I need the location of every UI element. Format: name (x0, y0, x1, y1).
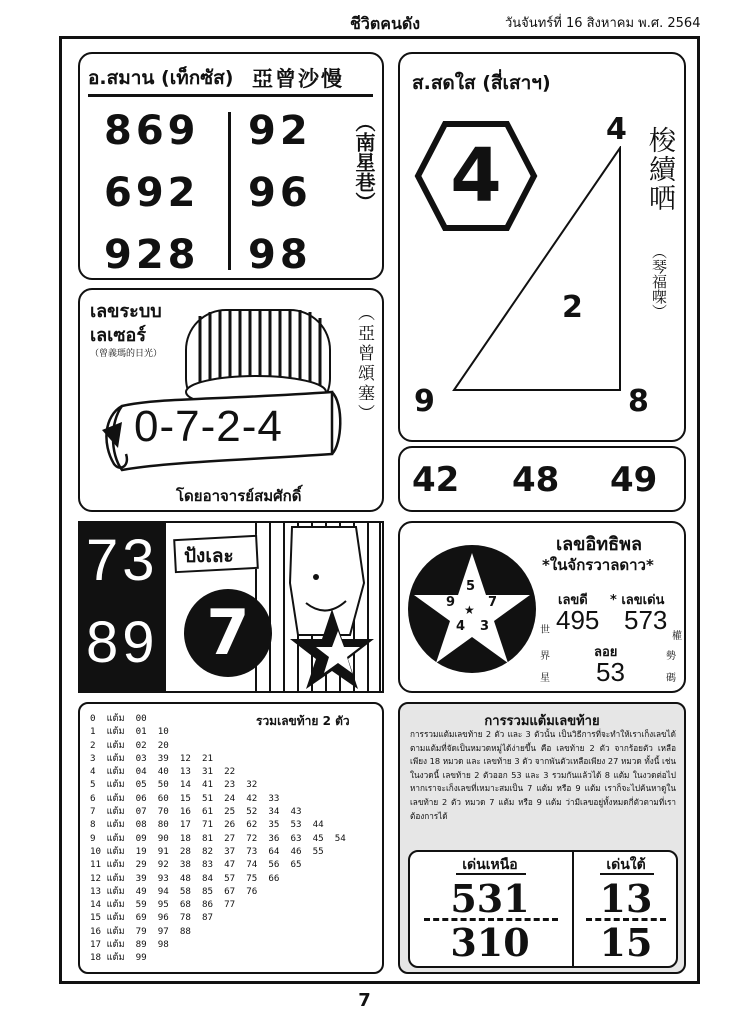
north-bottom-number: 310 (450, 920, 530, 965)
header-logo: ชีวิตคนดัง (350, 14, 421, 33)
number-divider (228, 112, 231, 270)
table-row: 16 แต้ม 79 97 88 (90, 925, 191, 937)
panel-sodsai-vertical: 梭續哂 (644, 126, 675, 213)
panel-sum-table (78, 702, 384, 974)
panel-influence (398, 521, 686, 693)
panel-sum-explain-title: การรวมแต้มเลขท้าย (484, 714, 600, 729)
table-row: 10 แต้ม 19 91 28 82 37 73 64 46 55 (90, 845, 324, 857)
panel-laser-title-1: เลขระบบ (90, 301, 162, 322)
left-number-2: 692 (104, 170, 200, 216)
number-3: 49 (610, 460, 658, 500)
circle-number: 7 (206, 596, 250, 669)
panel-laser-subtitle: （曾義瑪的日光） (90, 349, 163, 359)
value-floating: 53 (596, 657, 625, 687)
table-row: 13 แต้ม 49 94 58 85 67 76 (90, 885, 258, 897)
center-star-icon: ★ (464, 603, 475, 617)
panel-three-numbers (398, 446, 686, 512)
scroll-illustration (96, 304, 342, 484)
panel-laser-title-2: เลเซอร์ (90, 325, 147, 346)
cjk-right-mid: 勢 (666, 651, 676, 662)
sum-table (90, 712, 346, 965)
table-row: 14 แต้ม 59 95 68 86 77 (90, 899, 236, 911)
explain-paragraph: การรวมแต้มเลขท้าย 2 ตัว และ 3 ตัวนั้น เป็นวิธีการที่จะทำให้เราเก็งเลขได้ตามแต้มที่จัดเป็นหมวดหมู่ได้ง่ายขึ้น คือ เลขท้าย 2 ตัว จากร้อยตัว เหลือเพียง 18 หมวด และ เลขท้าย 3 ตัว จากพันตัวเหลือเพียง 27 หมวด ทั้งนี้ เช่น ในงวดนี้ เลขท้าย 2 ตัวออก 53 และ 3 รวมกันแล้วได้ 8 แต้ม ในงวดต่อไป หากเราจะเก็งเลขที่เหมาะสมเป็น 7 แต้ม หรือ 9 แต้ม เราก็จะไปค้นหาดูในเลขท้าย 2 ตัว หมวด 7 แต้ม หรือ 9 แต้ม ว่ามีเลขอยู่ทั้งหมดกี่ตัวตามที่เราต้องการได้ (410, 729, 676, 821)
panel-saman-chinese: 亞曾沙慢 (252, 66, 344, 91)
value-good: 495 (556, 605, 600, 635)
table-row: 4 แต้ม 04 40 13 31 22 (90, 766, 236, 778)
south-bottom-number: 15 (599, 920, 653, 965)
cjk-left-mid: 界 (540, 651, 550, 662)
table-row: 17 แต้ม 89 98 (90, 939, 169, 951)
table-row: 15 แต้ม 69 96 78 87 (90, 912, 214, 924)
triangle-shape (450, 146, 630, 396)
black-number-bottom: 89 (86, 610, 159, 675)
table-row: 6 แต้ม 06 60 15 51 24 42 33 (90, 792, 280, 804)
value-prominent: 573 (624, 605, 668, 635)
table-row: 9 แต้ม 09 90 18 81 27 72 36 63 45 54 (90, 832, 346, 844)
triangle-center-number: 2 (562, 290, 583, 325)
star-number-right: 7 (488, 595, 498, 610)
title-underline (88, 94, 373, 97)
triangle-right-number: 8 (628, 384, 649, 419)
south-label: เด่นใต้ (606, 857, 646, 873)
triangle-top-number: 4 (606, 112, 627, 147)
panel-laser-vertical: （亞曾頌塞） (354, 304, 374, 424)
table-row: 5 แต้ม 05 50 14 41 23 32 (90, 779, 258, 791)
north-label: เด่นเหนือ (462, 857, 518, 873)
panel-sum-explain (398, 702, 686, 974)
triangle-left-number: 9 (414, 384, 435, 419)
panel-saman-vertical: （南星巷） (352, 112, 376, 212)
panel-saman-title: อ.สมาน (เท็กซัส) (88, 67, 234, 89)
table-row: 2 แต้ม 02 20 (90, 739, 169, 751)
table-row: 8 แต้ม 08 80 17 71 26 62 35 53 44 (90, 819, 324, 831)
south-label-underline (600, 873, 654, 875)
star-number-bottom-right: 3 (480, 619, 490, 634)
label-good: เลขดี (558, 593, 588, 608)
panel-cartoon (78, 521, 384, 693)
panel-influence-title-2: *ในจักรวาลดาว* (542, 556, 654, 574)
star-number-top: 5 (466, 579, 476, 594)
banner-text: ปังเละ (184, 545, 234, 567)
left-number-3: 928 (104, 232, 200, 278)
panel-influence-title-1: เลขอิทธิพล (556, 534, 643, 555)
table-row: 18 แต้ม 99 (90, 952, 147, 964)
panel-sodsai-vertical-sub: （琴福㗎） (650, 244, 668, 319)
right-number-1: 92 (248, 108, 312, 154)
panel-sodsai (398, 52, 686, 442)
right-number-2: 96 (248, 170, 312, 216)
south-top-number: 13 (599, 876, 653, 921)
left-number-1: 869 (104, 108, 200, 154)
table-row: 0 แต้ม 00 (90, 713, 147, 724)
header-date: วันจันทร์ที่ 16 สิงหาคม พ.ศ. 2564 (505, 16, 701, 31)
label-floating: ลอย (594, 645, 618, 660)
north-top-number: 531 (450, 876, 530, 921)
panel-saman (78, 52, 384, 280)
panel-sodsai-title: ส.สดใส (สี่เสาฯ) (412, 72, 551, 94)
table-row: 7 แต้ม 07 70 16 61 25 52 34 43 (90, 806, 302, 818)
number-2: 48 (512, 460, 560, 500)
star-number-bottom-left: 4 (456, 619, 466, 634)
cjk-right-top: 權 (672, 631, 682, 642)
panel-sum-table-title: รวมเลขท้าย 2 ตัว (256, 714, 350, 728)
table-row: 12 แต้ม 39 93 48 84 57 75 66 (90, 872, 280, 884)
panel-laser (78, 288, 384, 512)
cjk-left-bot: 星 (540, 673, 550, 684)
number-1: 42 (412, 460, 460, 500)
table-row: 11 แต้ม 29 92 38 83 47 74 56 65 (90, 859, 302, 871)
table-row: 3 แต้ม 03 39 12 21 (90, 752, 214, 764)
laser-number: 0-7-2-4 (134, 402, 283, 451)
star-number-left: 9 (446, 595, 456, 610)
label-prominent: * เลขเด่น (610, 593, 665, 608)
cjk-left-top: 世 (540, 625, 550, 636)
north-label-underline (456, 873, 526, 875)
right-number-3: 98 (248, 232, 312, 278)
panel-laser-footer: โดยอาจารย์สมศักดิ์ (176, 487, 302, 505)
table-row: 1 แต้ม 01 10 (90, 726, 169, 738)
hex-number: 4 (450, 133, 502, 219)
page-number: 7 (358, 990, 371, 1011)
cjk-right-bot: 碼 (666, 673, 676, 684)
black-number-top: 73 (86, 528, 159, 593)
